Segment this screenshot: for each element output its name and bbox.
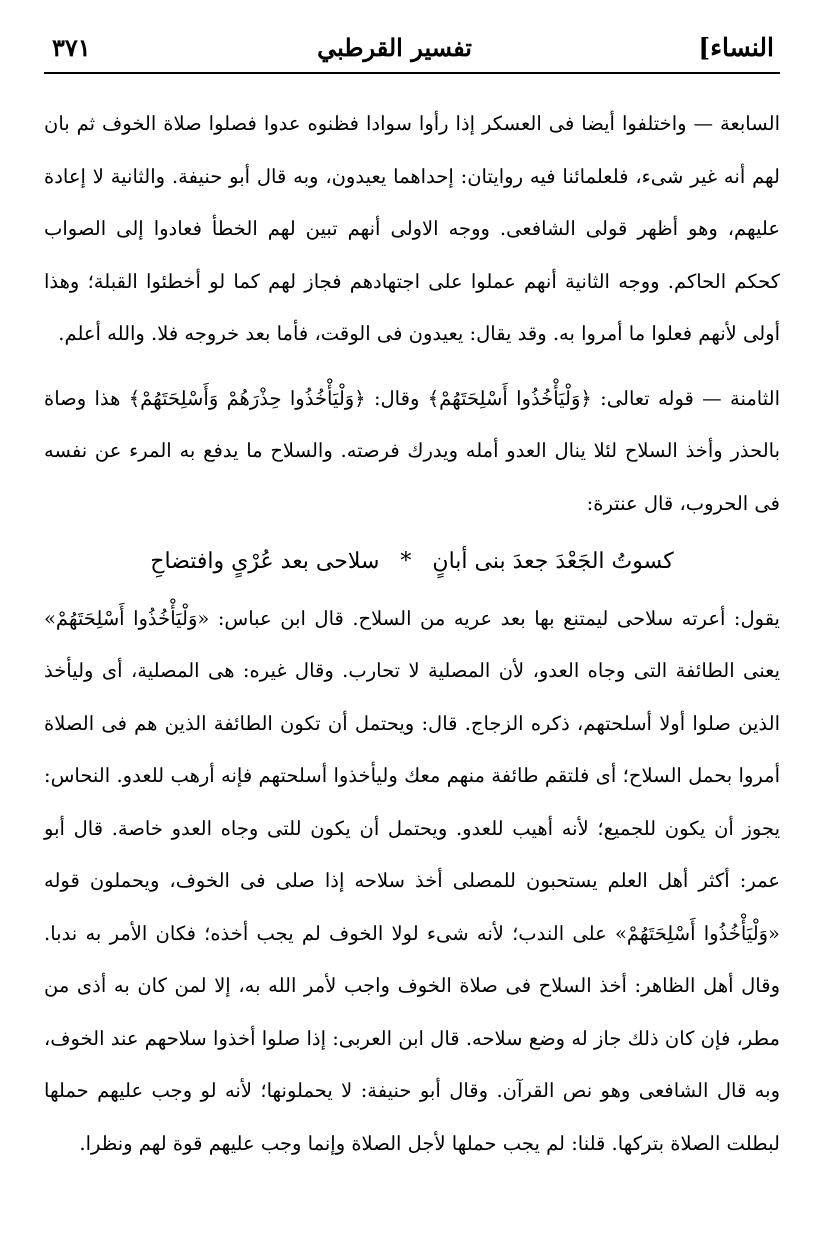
page-body: [44, 98, 780, 1170]
paragraph-seventh-issue: السابعة — واختلفوا أيضا فى العسكر إذا رأوا سوادا فظنوه عدوا فصلوا صلاة الخوف ثم بان لهم أنه غير شىء، فلعلمائنا فيه روايتان: إحداهما يعيدون، وبه قال أبو حنيفة. والثانية لا إعادة عليهم، وهو أظهر قولى الشافعى. ووجه الاولى أنهم تبين لهم الخطأ فعادوا إلى الصواب كحكم الحاكم. ووجه الثانية أنهم عملوا على اجتهادهم فجاز لهم كما لو أخطئوا القبلة؛ وهذا أولى لأنهم فعلوا ما أمروا به. وقد يقال: يعيدون فى الوقت، فأما بعد خروجه فلا. والله أعلم.: [44, 112, 780, 345]
surah-name: النساء]: [698, 32, 774, 62]
poetry-verse: [44, 536, 780, 589]
paragraph-eighth-issue: الثامنة — قوله تعالى: ﴿وَلْيَأْخُذُوا أَسْلِحَتَهُمْ﴾ وقال: ﴿وَلْيَأْخُذُوا حِذْرَهُمْ وَأَسْلِحَتَهُمْ﴾ هذا وصاة بالحذر وأخذ السلاح لئلا ينال العدو أمله ويدرك فرصته. والسلاح ما يدفع به المرء عن نفسه فى الحروب، قال عنترة:: [44, 386, 780, 515]
running-header: [44, 26, 780, 68]
header-rule: [44, 72, 780, 74]
verse-separator: *: [400, 549, 412, 574]
verse-second-hemistich: سلاحى بعد عُرْىٍ وافتضاحِ: [150, 549, 380, 574]
paragraph-commentary: يقول: أعرته سلاحى ليمتنع بها بعد عريه من السلاح. قال ابن عباس: «وَلْيَأْخُذُوا أَسْلِحَتَهُمْ» يعنى الطائفة التى وجاه العدو، لأن المصلية لا تحارب. وقال غيره: هى المصلية، أى وليأخذ الذين صلوا أولا أسلحتهم، ذكره الزجاج. قال: ويحتمل أن تكون الطائفة الذين هم فى الصلاة أمروا بحمل السلاح؛ أى فلتقم طائفة منهم معك وليأخذوا أسلحتهم فإنه أرهب للعدو. النحاس: يجوز أن يكون للجميع؛ لأنه أهيب للعدو. ويحتمل أن يكون للتى وجاه العدو خاصة. قال أبو عمر: أكثر أهل العلم يستحبون للمصلى أخذ سلاحه إذا صلى فى الخوف، ويحملون قوله «وَلْيَأْخُذُوا أَسْلِحَتَهُمْ» على الندب؛ لأنه شىء لولا الخوف لم يجب أخذه؛ فكان الأمر به ندبا. وقال أهل الظاهر: أخذ السلاح فى صلاة الخوف واجب لأمر الله به، إلا لمن كان به أذى من مطر، فإن كان ذلك جاز له وضع سلاحه. قال ابن العربى: إذا صلوا أخذوا سلاحهم عند الخوف، وبه قال الشافعى وهو نص القرآن. وقال أبو حنيفة: لا يحملونها؛ لأنه لو وجب عليهم حملها لبطلت الصلاة بتركها. قلنا: لم يجب حملها لأجل الصلاة وإنما وجب عليهم قوة لهم ونظرا.: [44, 606, 780, 1155]
book-title: تفسير القرطبي: [317, 32, 472, 62]
page-number: ٣٧١: [52, 32, 91, 62]
verse-first-hemistich: كسوتُ الجَعْدَ جعدَ بنى أبانٍ: [432, 549, 674, 574]
